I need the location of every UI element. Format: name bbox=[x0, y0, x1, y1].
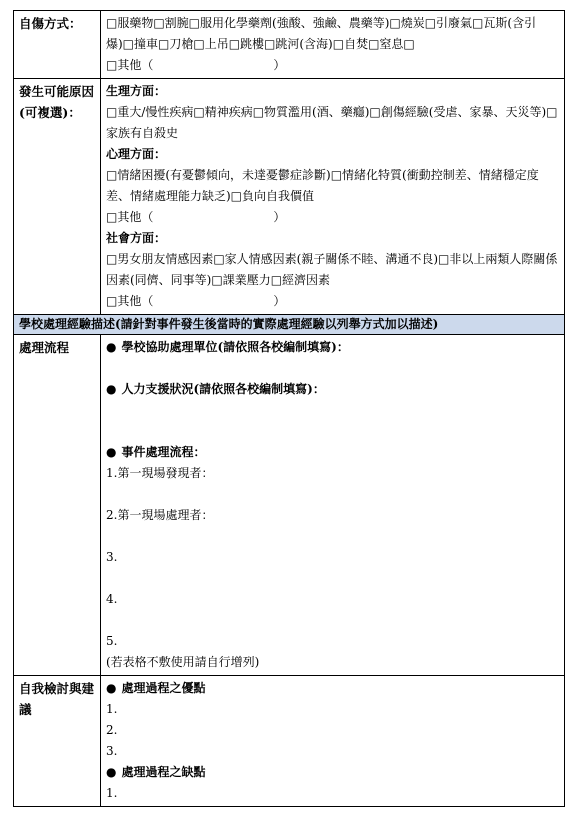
process-content[interactable] bbox=[101, 335, 565, 676]
psychological-heading: 心理方面： bbox=[106, 147, 167, 161]
review-content[interactable] bbox=[101, 676, 565, 807]
self-harm-options[interactable] bbox=[101, 11, 565, 79]
social-options[interactable]: □男女朋友情感因素□家人情感因素(親子關係不睦、溝通不良)□非以上兩類人際關係因素(同儕、同事等)□課業壓力□經濟因素 bbox=[106, 252, 558, 287]
psychological-other-option[interactable]: □其他（ ） bbox=[106, 210, 286, 224]
psychological-options[interactable]: □情緒困擾(有憂鬱傾向，未達憂鬱症診斷)□情緒化特質(衝動控制差、情緒穩定度差、情緒處理能力缺乏)□負向自我價值 bbox=[106, 168, 539, 203]
process-row bbox=[14, 335, 565, 676]
flow-step-4[interactable]: 4. bbox=[106, 592, 118, 606]
pros-item-3[interactable]: 3. bbox=[106, 744, 118, 758]
self-harm-label: 自傷方式： bbox=[14, 11, 101, 79]
physiological-options[interactable]: □重大/慢性疾病□精神疾病□物質濫用(酒、藥癮)□創傷經驗(受虐、家暴、天災等)□家族有自殺史 bbox=[106, 105, 558, 140]
support-unit-heading: ● 學校協助處理單位(請依照各校編制填寫)： bbox=[106, 337, 559, 358]
self-harm-other-option[interactable]: □其他（ ） bbox=[106, 58, 286, 72]
process-flow-heading: ● 事件處理流程： bbox=[106, 442, 559, 463]
social-heading: 社會方面： bbox=[106, 231, 167, 245]
flow-step-4-blank[interactable] bbox=[106, 610, 559, 631]
physiological-heading: 生理方面： bbox=[106, 84, 167, 98]
pros-item-2[interactable]: 2. bbox=[106, 723, 118, 737]
flow-step-1[interactable]: 1.第一現場發現者： bbox=[106, 466, 214, 480]
social-other-option[interactable]: □其他（ ） bbox=[106, 294, 286, 308]
review-label: 自我檢討與建議 bbox=[14, 676, 101, 807]
section-header: 學校處理經驗描述(請針對事件發生後當時的實際處理經驗以列舉方式加以描述) bbox=[14, 315, 565, 335]
cons-item-1[interactable]: 1. bbox=[106, 786, 118, 800]
flow-step-3[interactable]: 3. bbox=[106, 550, 118, 564]
incident-report-form bbox=[13, 10, 565, 807]
review-row bbox=[14, 676, 565, 807]
table-extension-note: (若表格不敷使用請自行增列) bbox=[106, 655, 260, 669]
flow-step-3-blank[interactable] bbox=[106, 568, 559, 589]
flow-step-1-blank[interactable] bbox=[106, 484, 559, 505]
support-unit-blank[interactable] bbox=[106, 358, 559, 379]
self-harm-method-options[interactable]: □服藥物□割腕□服用化學藥劑(強酸、強鹼、農藥等)□燒炭□引廢氣□瓦斯(含引爆)□撞車□刀槍□上吊□跳樓□跳河(含海)□自焚□窒息□ bbox=[106, 16, 537, 51]
staff-support-heading: ● 人力支援狀況(請依照各校編制填寫)： bbox=[106, 379, 559, 400]
cons-heading: ● 處理過程之缺點 bbox=[106, 762, 559, 783]
section-header-row bbox=[14, 315, 565, 335]
causes-options bbox=[101, 79, 565, 315]
flow-step-2-blank[interactable] bbox=[106, 526, 559, 547]
causes-row bbox=[14, 79, 565, 315]
flow-step-5[interactable]: 5. bbox=[106, 634, 118, 648]
pros-item-1[interactable]: 1. bbox=[106, 702, 118, 716]
process-label: 處理流程 bbox=[14, 335, 101, 676]
self-harm-row bbox=[14, 11, 565, 79]
flow-step-2[interactable]: 2.第一現場處理者： bbox=[106, 508, 214, 522]
pros-heading: ● 處理過程之優點 bbox=[106, 678, 559, 699]
staff-support-blank[interactable] bbox=[106, 400, 559, 442]
causes-label: 發生可能原因(可複選)： bbox=[14, 79, 101, 315]
